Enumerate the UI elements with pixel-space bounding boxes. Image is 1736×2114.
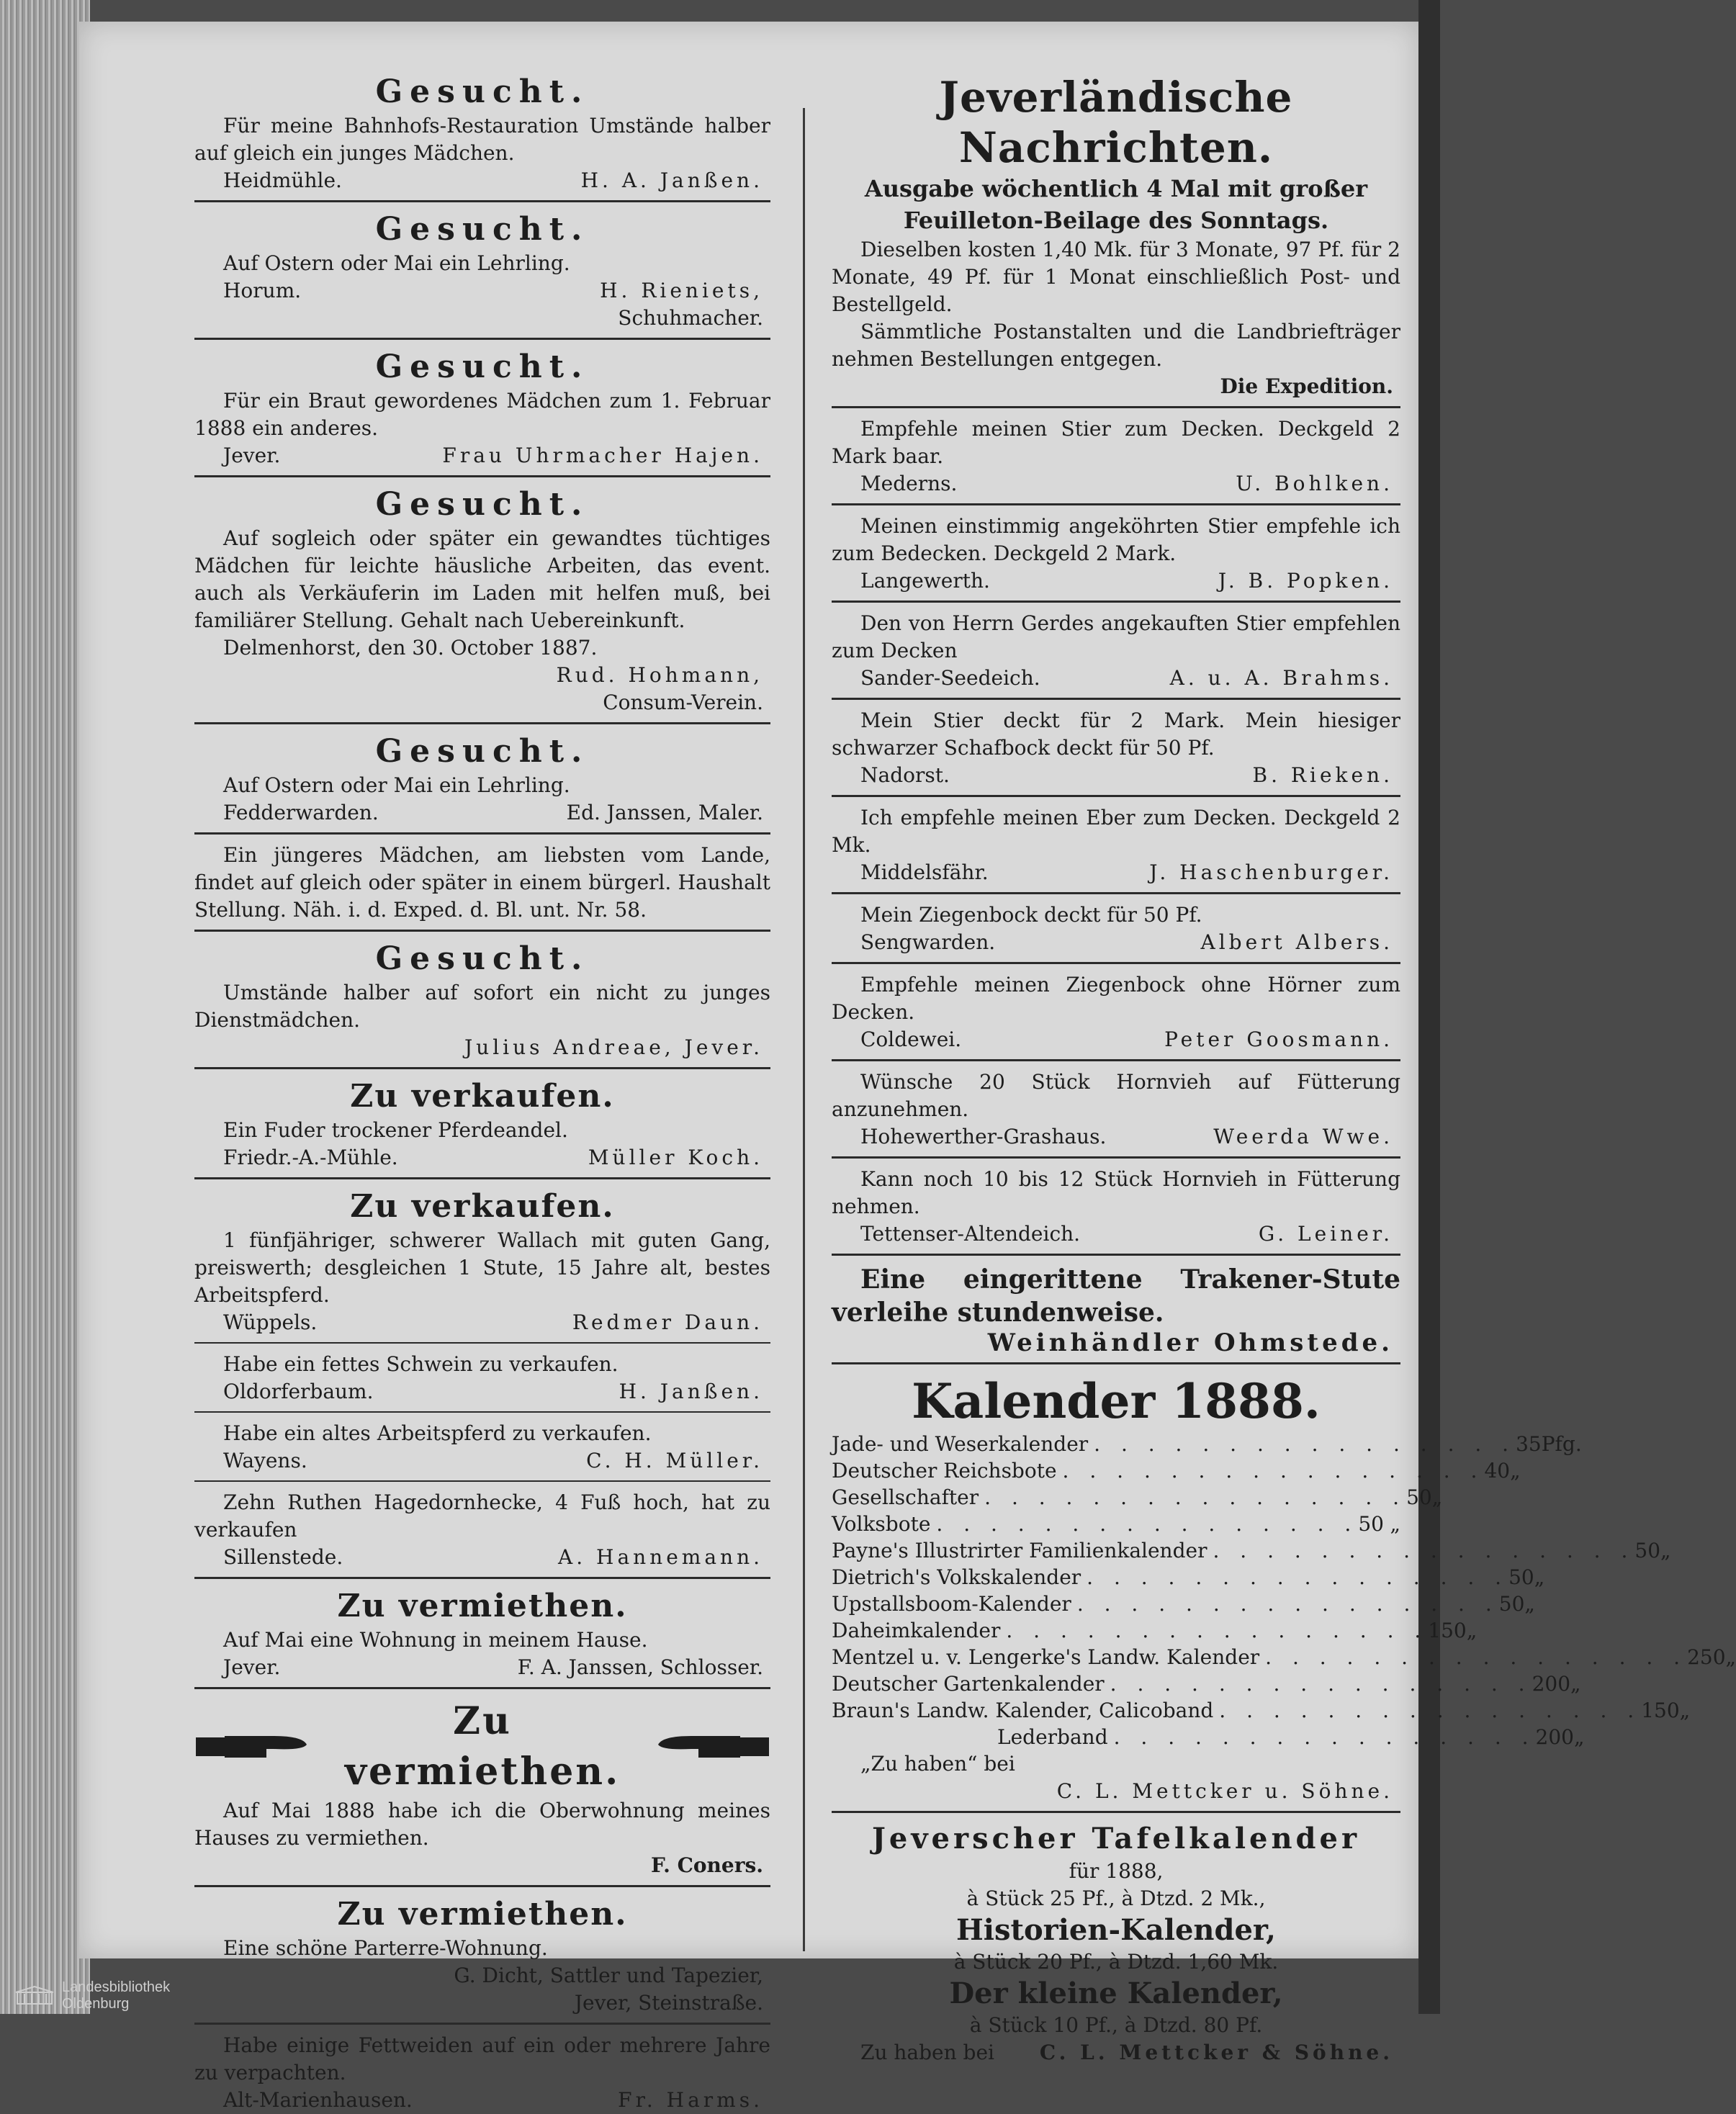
calendar-item-leader: . . . . . . . . . . . . . . . . bbox=[1006, 1619, 1429, 1642]
ad-text: Ein Fuder trockener Pferdeandel. bbox=[223, 1118, 568, 1142]
calendar-item-price: 250 bbox=[1687, 1645, 1726, 1669]
calendar-item-leader: . . . . . . . . . . . . . . . . bbox=[1076, 1592, 1499, 1616]
pointing-hand-right-icon bbox=[194, 1729, 310, 1765]
calendar-item-price: 50 bbox=[1508, 1565, 1534, 1589]
ad-text: Mein Ziegenbock deckt für 50 Pf. bbox=[860, 903, 1202, 927]
ad-signature: Coldewei. Peter Goosmann. bbox=[860, 1027, 1393, 1051]
calendar-item bbox=[832, 1617, 1478, 1644]
ad-separator bbox=[194, 1177, 770, 1179]
ad-text: Habe ein altes Arbeitspferd zu verkaufen. bbox=[223, 1421, 652, 1445]
ad-signature: Friedr.-A.-Mühle. Müller Koch. bbox=[223, 1146, 763, 1169]
ad-heading-row bbox=[194, 1696, 770, 1797]
right-column bbox=[832, 72, 1736, 2066]
masthead-title: Jeverländische Nachrichten. bbox=[939, 73, 1293, 172]
calendar-item bbox=[832, 1591, 1535, 1617]
ad-separator bbox=[194, 1480, 770, 1482]
ad-text: Auf Mai 1888 habe ich die Oberwohnung meines Hauses zu vermiethen. bbox=[194, 1799, 770, 1850]
calendar-item-leader: . . . . . . . . . . . . . . . . bbox=[984, 1485, 1407, 1509]
ad-signature: Jever. F. A. Janssen, Schlosser. bbox=[223, 1655, 763, 1679]
ad-signature-2: Jever, Steinstraße. bbox=[574, 1991, 763, 2015]
calendar-item-unit: „ bbox=[1510, 1459, 1521, 1483]
ad-signature: F. Coners. bbox=[651, 1853, 763, 1877]
ad-separator bbox=[194, 338, 770, 340]
calendar-item-name: Gesellschafter bbox=[832, 1485, 979, 1509]
calendar-item-name: Daheimkalender bbox=[832, 1619, 1001, 1642]
ad-signature: Weinhändler Ohmstede. bbox=[987, 1328, 1393, 1357]
ad-signature: Sander-Seedeich. A. u. A. Brahms. bbox=[860, 666, 1393, 690]
ad-separator bbox=[194, 2023, 770, 2025]
calendar-item-name: Dietrich's Volkskalender bbox=[832, 1565, 1081, 1589]
calendar-item-unit: „ bbox=[1679, 1699, 1691, 1722]
ad-signature: Alt-Marienhausen. Fr. Harms. bbox=[223, 2088, 763, 2112]
calendar-availability: „Zu haben“ bei bbox=[860, 1752, 1015, 1776]
ad-date: Delmenhorst, den 30. October 1887. bbox=[223, 636, 598, 660]
calendar-item-name: Upstallsboom-Kalender bbox=[832, 1592, 1071, 1616]
calendar-item-name: Payne's Illustrirter Familienkalender bbox=[832, 1539, 1207, 1562]
left-column bbox=[194, 72, 770, 2114]
library-name: Landesbibliothek Oldenburg bbox=[62, 1979, 171, 2012]
ad-text: Ein jüngeres Mädchen, am liebsten vom Lande, findet auf gleich oder später in einem bürgerl. Haushalt Stellung. Näh. i. d. Exped. d. Bl. unt. Nr. 58. bbox=[194, 843, 770, 922]
ad-heading: Gesucht. bbox=[375, 348, 590, 385]
ad-separator bbox=[194, 1577, 770, 1579]
calendar-item-name: Jade- und Weserkalender bbox=[832, 1432, 1089, 1456]
ad-signature: Wüppels. Redmer Daun. bbox=[223, 1310, 763, 1334]
ad-signature: Tettenser-Altendeich. G. Leiner. bbox=[860, 1222, 1393, 1246]
library-building-icon bbox=[14, 1985, 55, 2007]
calendar-item-unit: „ bbox=[1570, 1672, 1581, 1696]
ad-separator bbox=[194, 930, 770, 932]
ad-signature: Langewerth. J. B. Popken. bbox=[860, 569, 1393, 593]
ad-heading: Gesucht. bbox=[375, 211, 590, 248]
ad-text: Empfehle meinen Stier zum Decken. Deckgeld 2 Mark baar. bbox=[832, 417, 1400, 468]
calendar-item-unit: Pfg. bbox=[1541, 1432, 1582, 1456]
calendar-item-price: 200 bbox=[1532, 1672, 1571, 1696]
calendar-item-unit: „ bbox=[1524, 1592, 1535, 1616]
tafel-price: à Stück 25 Pf., à Dtzd. 2 Mk., bbox=[966, 1886, 1266, 1910]
ad-text: Ich empfehle meinen Eber zum Decken. Deckgeld 2 Mk. bbox=[832, 806, 1400, 857]
calendar-item bbox=[832, 1537, 1671, 1564]
ad-text: Eine eingerittene Trakener-Stute verleihe stundenweise. bbox=[832, 1264, 1400, 1328]
calendar-item-price: 35 bbox=[1516, 1432, 1542, 1456]
ad-signature: Jever. Frau Uhrmacher Hajen. bbox=[223, 444, 763, 467]
column-divider bbox=[803, 108, 805, 1951]
ad-signature: Wayens. C. H. Müller. bbox=[223, 1449, 763, 1472]
ad-separator bbox=[832, 601, 1400, 603]
historien-price: à Stück 20 Pf., à Dtzd. 1,60 Mk. bbox=[953, 1950, 1279, 1974]
book-edge bbox=[0, 0, 90, 2014]
ad-text: Wünsche 20 Stück Hornvieh auf Fütterung anzunehmen. bbox=[832, 1070, 1400, 1121]
ad-separator bbox=[832, 1811, 1400, 1813]
ad-text: Meinen einstimmig angeköhrten Stier empfehle ich zum Bedecken. Deckgeld 2 Mark. bbox=[832, 514, 1400, 565]
calendar-item-leader: . . . . . . . . . . . . . . . . bbox=[1087, 1565, 1509, 1589]
ad-signature: Horum. H. Rieniets, bbox=[223, 279, 763, 302]
ad-text: Habe ein fettes Schwein zu verkaufen. bbox=[223, 1352, 619, 1376]
ad-separator bbox=[832, 406, 1400, 408]
calendar-item-leader: . . . . . . . . . . . . . . . . bbox=[1094, 1432, 1516, 1456]
calendar-item bbox=[832, 1644, 1736, 1670]
ad-separator bbox=[832, 698, 1400, 700]
calendar-item-unit: „ bbox=[1390, 1512, 1400, 1536]
ad-text: Umstände halber auf sofort ein nicht zu junges Dienstmädchen. bbox=[194, 981, 770, 1032]
ad-text: Den von Herrn Gerdes angekauften Stier empfehlen zum Decken bbox=[832, 611, 1400, 662]
ad-separator bbox=[194, 1885, 770, 1887]
ad-signature-2: Schuhmacher. bbox=[618, 306, 763, 330]
calendar-item-unit: „ bbox=[1431, 1485, 1443, 1509]
ad-separator bbox=[194, 1067, 770, 1069]
calendar-item-unit: „ bbox=[1574, 1725, 1585, 1749]
ad-heading: Zu vermiethen. bbox=[344, 1699, 621, 1794]
kleiner-kalender-price: à Stück 10 Pf., à Dtzd. 80 Pf. bbox=[969, 2013, 1263, 2037]
calendar-item bbox=[832, 1484, 1443, 1511]
tafel-seller: Zu haben bei C. L. Mettcker & Söhne. bbox=[860, 2041, 1393, 2064]
ad-heading: Gesucht. bbox=[375, 73, 590, 110]
calendar-item bbox=[832, 1724, 1585, 1750]
ad-separator bbox=[832, 795, 1400, 797]
ad-text: Zehn Ruthen Hagedornhecke, 4 Fuß hoch, hat zu verkaufen bbox=[194, 1490, 770, 1542]
masthead-signature: Die Expedition. bbox=[1220, 374, 1393, 398]
calendar-item-leader: . . . . . . . . . . . . . . . . bbox=[936, 1512, 1359, 1536]
ad-heading: Gesucht. bbox=[375, 486, 590, 523]
ad-separator bbox=[832, 1059, 1400, 1061]
kleiner-kalender-title: Der kleine Kalender, bbox=[949, 1976, 1283, 2010]
ad-text: Auf Ostern oder Mai ein Lehrling. bbox=[223, 251, 570, 275]
ad-text: Eine schöne Parterre-Wohnung. bbox=[223, 1936, 548, 1960]
ad-separator bbox=[194, 722, 770, 724]
library-logo bbox=[14, 1979, 230, 2012]
calendar-list bbox=[832, 1431, 1736, 1750]
ad-heading: Gesucht. bbox=[375, 733, 590, 770]
calendar-item-leader: . . . . . . . . . . . . . . . . bbox=[1062, 1459, 1485, 1483]
calendar-seller: C. L. Mettcker u. Söhne. bbox=[1056, 1779, 1393, 1803]
ad-signature: Sengwarden. Albert Albers. bbox=[860, 930, 1393, 954]
ad-separator bbox=[832, 962, 1400, 964]
ad-signature: G. Dicht, Sattler und Tapezier, bbox=[454, 1964, 763, 1987]
calendar-item-price: 50 bbox=[1358, 1512, 1384, 1536]
calendar-item-unit: „ bbox=[1466, 1619, 1478, 1642]
ad-signature: Oldorferbaum. H. Janßen. bbox=[223, 1380, 763, 1403]
ad-signature: Nadorst. B. Rieken. bbox=[860, 763, 1393, 787]
ad-text: Auf Ostern oder Mai ein Lehrling. bbox=[223, 773, 570, 797]
calendar-item-price: 50 bbox=[1634, 1539, 1661, 1562]
historien-title: Historien-Kalender, bbox=[956, 1913, 1276, 1947]
pointing-hand-left-icon bbox=[655, 1729, 770, 1765]
calendar-item-name: Braun's Landw. Kalender, Calicoband bbox=[832, 1699, 1214, 1722]
ad-text: Habe einige Fettweiden auf ein oder mehrere Jahre zu verpachten. bbox=[194, 2033, 770, 2084]
ad-separator bbox=[194, 1342, 770, 1344]
calendar-item-leader: . . . . . . . . . . . . . . . . bbox=[1113, 1725, 1536, 1749]
ad-heading: Gesucht. bbox=[375, 940, 590, 977]
ad-separator bbox=[194, 1411, 770, 1413]
calendar-item bbox=[832, 1457, 1521, 1484]
ad-heading: Zu verkaufen. bbox=[350, 1078, 615, 1115]
ad-separator bbox=[194, 1687, 770, 1689]
calendar-item bbox=[832, 1511, 1400, 1537]
calendar-item bbox=[832, 1670, 1581, 1697]
ad-text: 1 fünfjähriger, schwerer Wallach mit guten Gang, preiswerth; desgleichen 1 Stute, 15 Jahre alt, bestes Arbeitspferd. bbox=[194, 1228, 770, 1307]
calendar-item-name: Mentzel u. v. Lengerke's Landw. Kalender bbox=[832, 1645, 1260, 1669]
calendar-item-leader: . . . . . . . . . . . . . . . . bbox=[1265, 1645, 1688, 1669]
ad-text: Mein Stier deckt für 2 Mark. Mein hiesiger schwarzer Schafbock deckt für 50 Pf. bbox=[832, 709, 1400, 760]
calendar-item-name: Deutscher Gartenkalender bbox=[832, 1672, 1105, 1696]
calendar-item-unit: „ bbox=[1725, 1645, 1736, 1669]
ad-signature: Mederns. U. Bohlken. bbox=[860, 472, 1393, 495]
calendar-item bbox=[832, 1697, 1691, 1724]
calendar-item bbox=[832, 1564, 1545, 1591]
calendar-item-price: 200 bbox=[1535, 1725, 1574, 1749]
ad-signature-2: Consum-Verein. bbox=[603, 691, 763, 714]
ad-text: Für meine Bahnhofs-Restauration Umstände halber auf gleich ein junges Mädchen. bbox=[194, 114, 770, 165]
tafel-year: für 1888, bbox=[1069, 1859, 1164, 1883]
calendar-item-price: 40 bbox=[1484, 1459, 1511, 1483]
calendar-item bbox=[832, 1431, 1582, 1457]
calendar-item-name: Deutscher Reichsbote bbox=[832, 1459, 1057, 1483]
ad-text: Empfehle meinen Ziegenbock ohne Hörner zum Decken. bbox=[832, 973, 1400, 1024]
ad-separator bbox=[194, 200, 770, 202]
ad-signature: Heidmühle. H. A. Janßen. bbox=[223, 168, 763, 192]
masthead-text: Dieselben kosten 1,40 Mk. für 3 Monate, 97 Pf. für 2 Monate, 49 Pf. für 1 Monat einschließlich Post- und Bestellgeld. bbox=[832, 238, 1400, 316]
calendar-item-leader: . . . . . . . . . . . . . . . . bbox=[1110, 1672, 1532, 1696]
ad-signature: Middelsfähr. J. Haschenburger. bbox=[860, 860, 1393, 884]
ad-signature: Rud. Hohmann, bbox=[556, 663, 763, 687]
calendar-item-price: 150 bbox=[1641, 1699, 1680, 1722]
calendar-item-price: 50 bbox=[1406, 1485, 1432, 1509]
ad-heading: Zu vermiethen. bbox=[337, 1896, 628, 1933]
ad-separator bbox=[832, 892, 1400, 894]
ad-text: Auf sogleich oder später ein gewandtes tüchtiges Mädchen für leichte häusliche Arbeiten, das event. auch als Verkäuferin im Laden mit helfen muß, bei familiärer Stellung. Gehalt nach Uebereinkunft. bbox=[194, 526, 770, 632]
calendar-item-name: Lederband bbox=[997, 1725, 1108, 1749]
calendar-item-name: Volksbote bbox=[832, 1512, 931, 1536]
calendar-item-price: 50 bbox=[1498, 1592, 1525, 1616]
calendar-item-leader: . . . . . . . . . . . . . . . . bbox=[1213, 1539, 1635, 1562]
tafel-title: Jeverscher Tafelkalender bbox=[871, 1822, 1361, 1856]
ad-separator bbox=[194, 832, 770, 835]
calendar-item-leader: . . . . . . . . . . . . . . . . bbox=[1219, 1699, 1642, 1722]
ad-heading: Zu verkaufen. bbox=[350, 1188, 615, 1225]
ad-separator bbox=[832, 1156, 1400, 1159]
ad-text: Für ein Braut gewordenes Mädchen zum 1. Februar 1888 ein anderes. bbox=[194, 389, 770, 440]
masthead-text-2: Sämmtliche Postanstalten und die Landbriefträger nehmen Bestellungen entgegen. bbox=[832, 320, 1400, 371]
ad-heading: Zu vermiethen. bbox=[337, 1588, 628, 1624]
ad-signature: Fedderwarden. Ed. Janssen, Maler. bbox=[223, 801, 763, 824]
ad-separator bbox=[832, 1254, 1400, 1256]
ad-signature: Julius Andreae, Jever. bbox=[464, 1035, 763, 1059]
ad-text: Auf Mai eine Wohnung in meinem Hause. bbox=[223, 1628, 648, 1652]
ad-separator bbox=[832, 503, 1400, 505]
ad-signature: Hohewerther-Grashaus. Weerda Wwe. bbox=[860, 1125, 1393, 1148]
calendar-title: Kalender 1888. bbox=[912, 1373, 1321, 1429]
calendar-item-unit: „ bbox=[1660, 1539, 1671, 1562]
ad-separator bbox=[194, 475, 770, 477]
ad-signature: Sillenstede. A. Hannemann. bbox=[223, 1545, 763, 1569]
calendar-item-price: 150 bbox=[1428, 1619, 1467, 1642]
calendar-item-unit: „ bbox=[1534, 1565, 1545, 1589]
ad-separator bbox=[832, 1362, 1400, 1364]
masthead-subtitle: Ausgabe wöchentlich 4 Mal mit großer Feuilleton-Beilage des Sonntags. bbox=[864, 175, 1368, 234]
ad-text: Kann noch 10 bis 12 Stück Hornvieh in Fütterung nehmen. bbox=[832, 1167, 1400, 1218]
